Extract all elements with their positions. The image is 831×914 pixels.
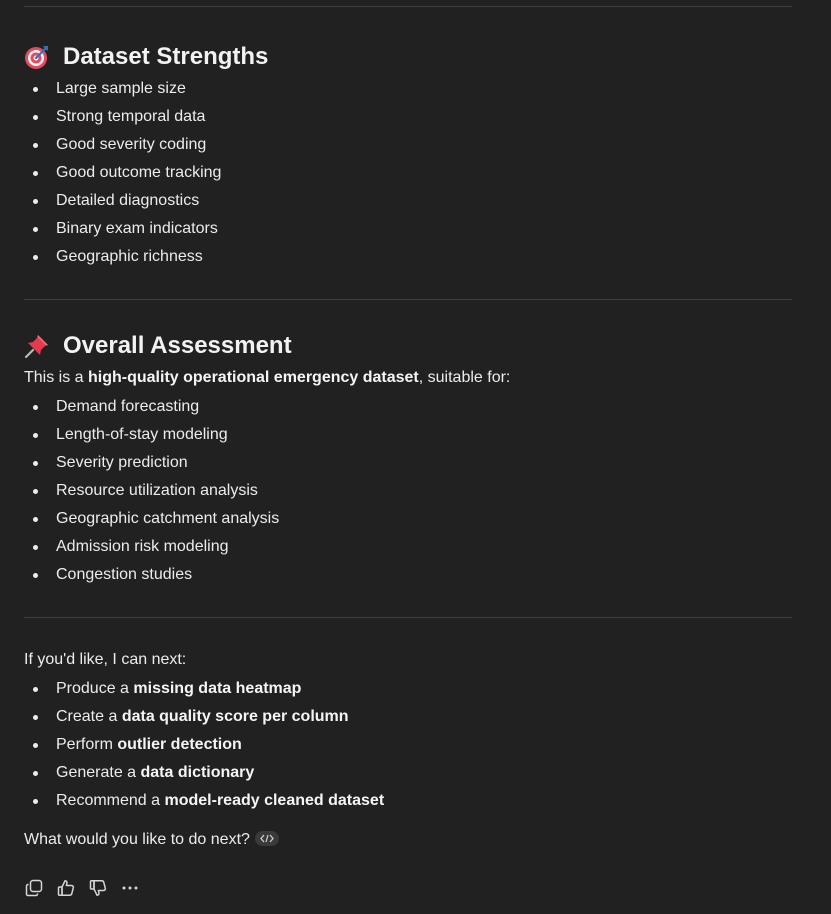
assessment-intro-prefix: This is a <box>24 369 89 386</box>
strengths-heading <box>24 40 792 74</box>
list-item: Geographic richness <box>24 243 792 271</box>
item-prefix: Produce a <box>56 680 134 697</box>
assessment-intro-suffix: , suitable for: <box>418 369 511 386</box>
list-item: Good severity coding <box>24 131 792 159</box>
strengths-title: Dataset Strengths <box>63 43 269 70</box>
item-prefix: Create a <box>56 708 122 725</box>
assistant-message <box>24 0 792 851</box>
list-item <box>24 759 792 787</box>
item-bold: data quality score per column <box>121 708 349 725</box>
list-item <box>24 787 792 815</box>
assessment-intro-bold: high-quality operational emergency dataset <box>88 369 419 386</box>
list-item: Geographic catchment analysis <box>24 505 792 533</box>
strengths-list <box>24 75 792 271</box>
code-icon[interactable] <box>255 831 279 846</box>
thumbs-up-icon <box>57 879 75 897</box>
next-intro: If you'd like, I can next: <box>24 651 187 668</box>
list-item: Strong temporal data <box>24 103 792 131</box>
pushpin-icon <box>24 333 50 359</box>
list-item: Admission risk modeling <box>24 533 792 561</box>
next-question <box>24 829 792 851</box>
item-prefix: Perform <box>56 736 118 753</box>
assessment-heading <box>24 329 792 363</box>
message-actions <box>24 878 140 898</box>
item-bold: outlier detection <box>117 736 242 753</box>
item-prefix: Generate a <box>56 764 141 781</box>
more-icon <box>121 879 139 897</box>
thumbs-up-button[interactable] <box>56 878 76 898</box>
list-item: Large sample size <box>24 75 792 103</box>
list-item: Resource utilization analysis <box>24 477 792 505</box>
more-button[interactable] <box>120 878 140 898</box>
copy-button[interactable] <box>24 878 44 898</box>
dart-icon <box>24 44 50 70</box>
assessment-title: Overall Assessment <box>63 332 292 359</box>
list-item: Detailed diagnostics <box>24 187 792 215</box>
thumbs-down-icon <box>89 879 107 897</box>
list-item: Congestion studies <box>24 561 792 589</box>
list-item: Severity prediction <box>24 449 792 477</box>
list-item <box>24 703 792 731</box>
assessment-intro <box>24 367 792 389</box>
thumbs-down-button[interactable] <box>88 878 108 898</box>
list-item: Demand forecasting <box>24 393 792 421</box>
assessment-list <box>24 393 792 589</box>
next-question-text: What would you like to do next? <box>24 831 250 848</box>
list-item: Binary exam indicators <box>24 215 792 243</box>
item-prefix: Recommend a <box>56 792 165 809</box>
list-item <box>24 675 792 703</box>
list-item <box>24 731 792 759</box>
copy-icon <box>25 879 43 897</box>
item-bold: missing data heatmap <box>133 680 302 697</box>
next-steps-list <box>24 675 792 815</box>
list-item: Length-of-stay modeling <box>24 421 792 449</box>
item-bold: data dictionary <box>140 764 255 781</box>
list-item: Good outcome tracking <box>24 159 792 187</box>
item-bold: model-ready cleaned dataset <box>164 792 385 809</box>
